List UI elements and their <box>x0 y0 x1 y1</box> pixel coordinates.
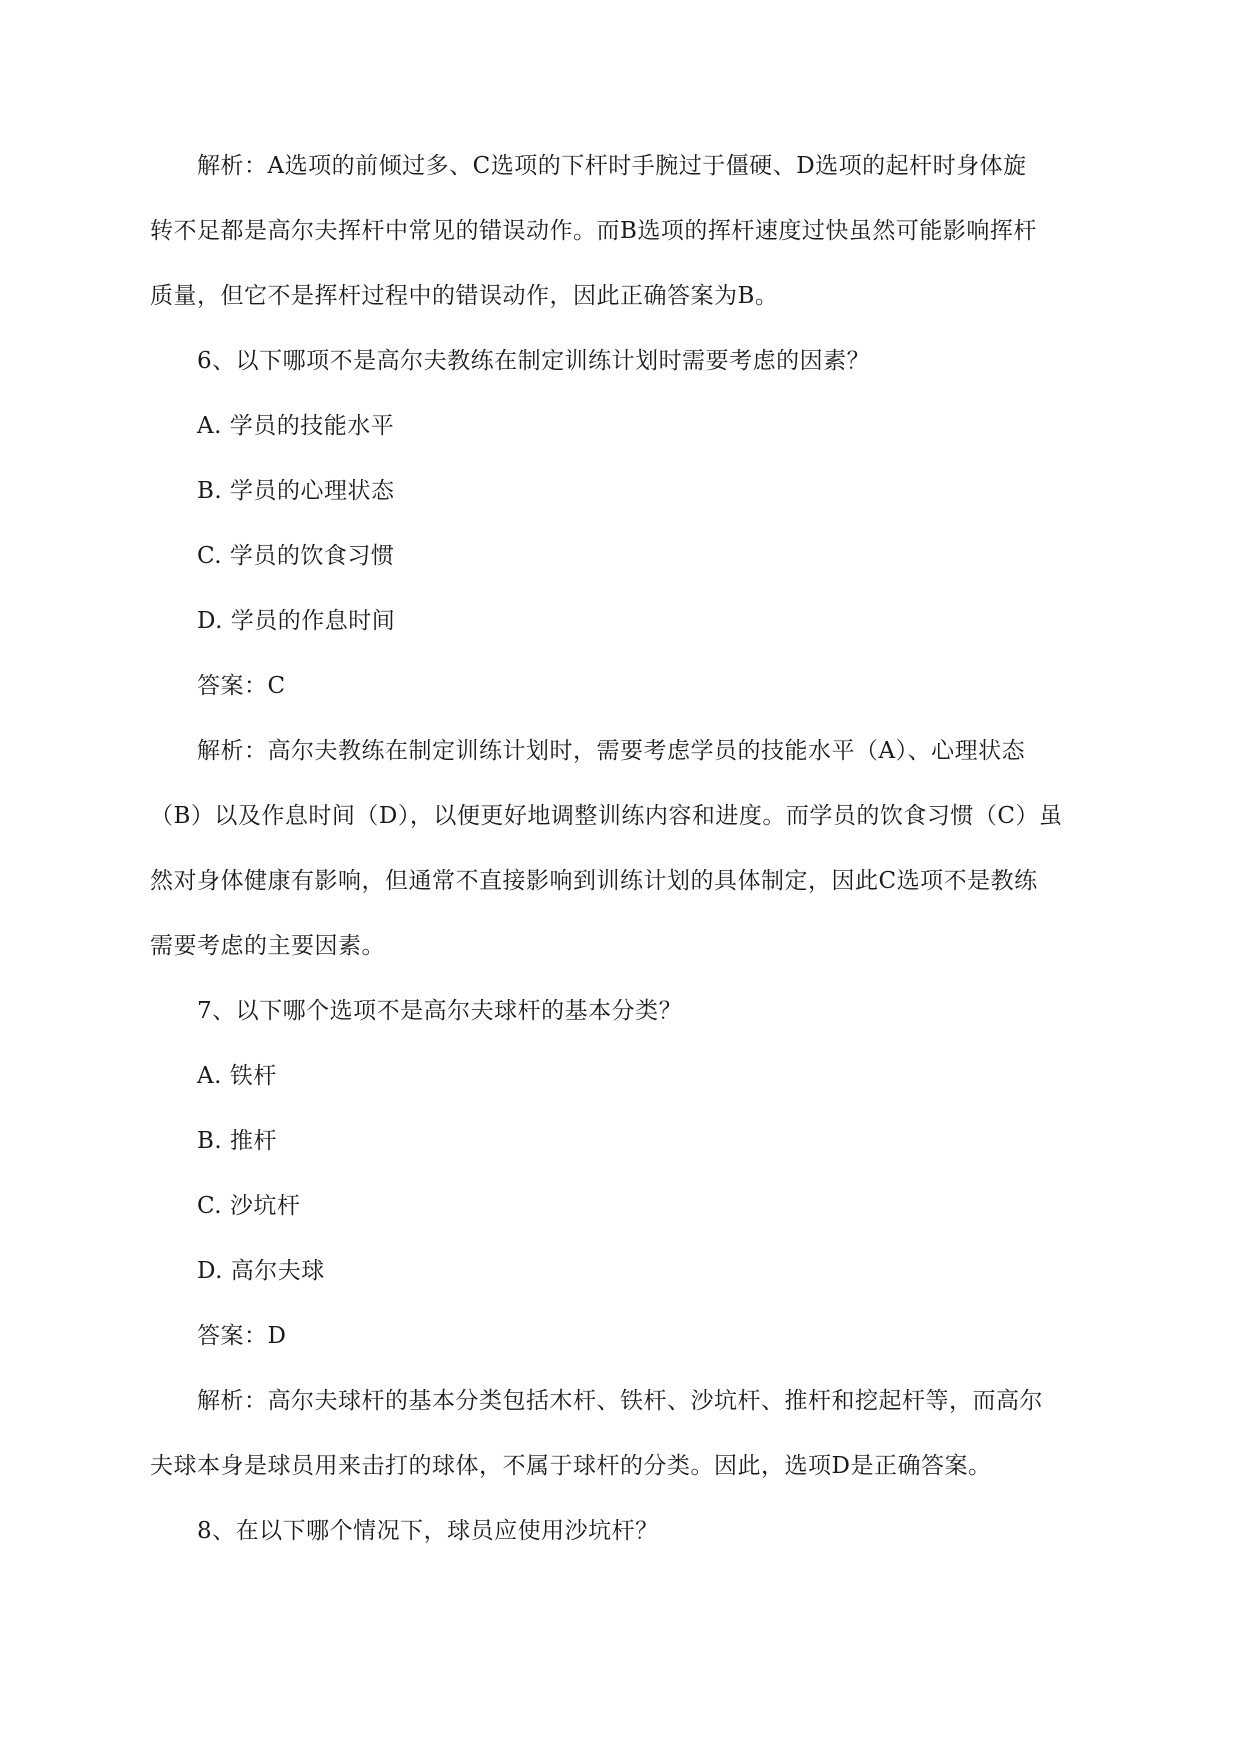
option-d: D. 高尔夫球 <box>197 1258 325 1284</box>
analysis-line: （B）以及作息时间（D），以便更好地调整训练内容和进度。而学员的饮食习惯（C）虽 <box>150 803 1063 829</box>
question-text: 6、以下哪项不是高尔夫教练在制定训练计划时需要考虑的因素？ <box>197 348 871 374</box>
option-b: B. 推杆 <box>197 1128 278 1154</box>
analysis-paragraph <box>150 1378 1090 1508</box>
answer-text: 答案：C <box>197 673 286 699</box>
option-a: A. 学员的技能水平 <box>197 413 395 439</box>
analysis-line: 质量，但它不是挥杆过程中的错误动作，因此正确答案为B。 <box>150 283 779 309</box>
analysis-line: 然对身体健康有影响，但通常不直接影响到训练计划的具体制定，因此C选项不是教练 <box>150 868 1038 894</box>
question-text: 8、在以下哪个情况下，球员应使用沙坑杆？ <box>197 1518 659 1544</box>
option-b: B. 学员的心理状态 <box>197 478 395 504</box>
analysis-line: 解析：高尔夫教练在制定训练计划时，需要考虑学员的技能水平（A）、心理状态 <box>197 738 1026 764</box>
option-c: C. 沙坑杆 <box>197 1193 301 1219</box>
analysis-line: 解析：A选项的前倾过多、C选项的下杆时手腕过于僵硬、D选项的起杆时身体旋 <box>197 153 1027 179</box>
analysis-line: 转不足都是高尔夫挥杆中常见的错误动作。而B选项的挥杆速度过快虽然可能影响挥杆 <box>150 218 1037 244</box>
question-text: 7、以下哪个选项不是高尔夫球杆的基本分类？ <box>197 998 683 1024</box>
answer-text: 答案：D <box>197 1323 287 1349</box>
analysis-line: 夫球本身是球员用来击打的球体，不属于球杆的分类。因此，选项D是正确答案。 <box>150 1453 992 1479</box>
option-d: D. 学员的作息时间 <box>197 608 396 634</box>
document-body <box>150 143 1090 1573</box>
option-c: C. 学员的饮食习惯 <box>197 543 395 569</box>
analysis-line: 解析：高尔夫球杆的基本分类包括木杆、铁杆、沙坑杆、推杆和挖起杆等，而高尔 <box>197 1388 1043 1414</box>
analysis-paragraph <box>150 728 1090 988</box>
analysis-line: 需要考虑的主要因素。 <box>150 933 385 959</box>
option-a: A. 铁杆 <box>197 1063 277 1089</box>
analysis-paragraph <box>150 143 1090 338</box>
